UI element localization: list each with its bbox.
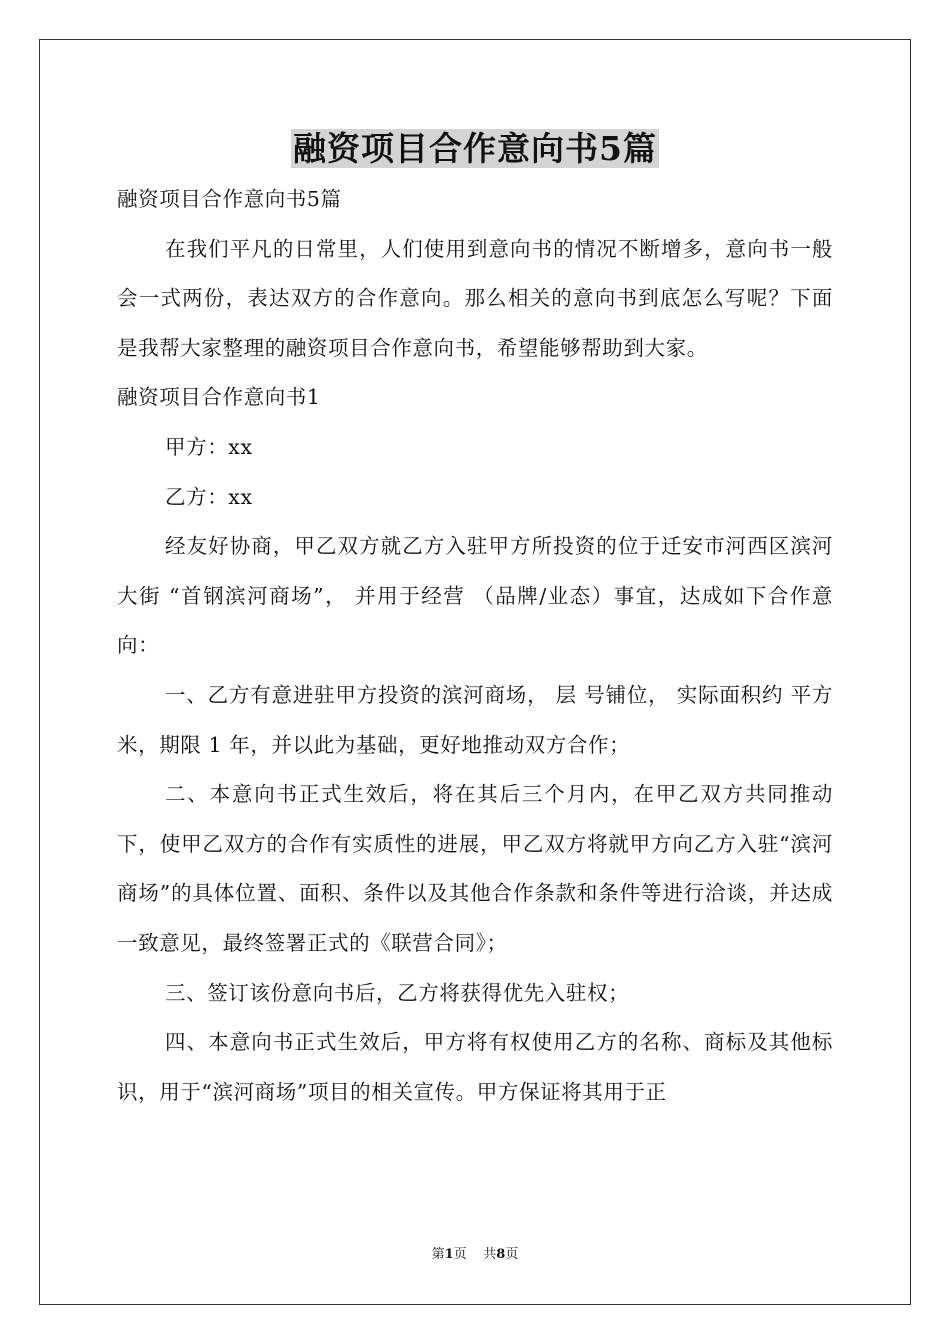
intro-paragraph: 在我们平凡的日常里，人们使用到意向书的情况不断增多，意向书一般会一式两份，表达双方的合作意向。那么相关的意向书到底怎么写呢？下面是我帮大家整理的融资项目合作意向书，希望能够帮助到大家。	[117, 236, 833, 360]
footer-page-suffix: 页	[453, 1247, 467, 1262]
document-title-text: 融资项目合作意向书5篇	[293, 129, 657, 168]
footer-prefix: 第	[431, 1247, 445, 1262]
page-footer	[0, 1246, 950, 1264]
party-b-line: 乙方：xx	[165, 484, 253, 509]
document-body	[117, 175, 833, 1117]
footer-total-suffix: 页	[505, 1247, 519, 1262]
subtitle-line: 融资项目合作意向书5篇	[117, 187, 342, 211]
clause-3: 三、签订该份意向书后，乙方将获得优先入驻权；	[165, 980, 630, 1005]
preamble-paragraph: 经友好协商，甲乙双方就乙方入驻甲方所投资的位于迁安市河西区滨河大街 “首钢滨河商场”， 并用于经营 （品牌/业态）事宜，达成如下合作意向：	[117, 534, 833, 658]
clause-2: 二、本意向书正式生效后，将在其后三个月内，在甲乙双方共同推动下，使甲乙双方的合作有实质性的进展，甲乙双方将就甲方向乙方入驻“滨河商场”的具体位置、面积、条件以及其他合作条款和条件等进行洽谈，并达成一致意见，最终签署正式的《联营合同》；	[117, 782, 833, 955]
total-page-count: 8	[496, 1247, 506, 1262]
section-heading: 融资项目合作意向书1	[117, 385, 321, 410]
document-title	[0, 124, 950, 174]
footer-total-prefix: 共	[483, 1247, 497, 1262]
clause-1: 一、乙方有意进驻甲方投资的滨河商场， 层 号铺位， 实际面积约 平方米，期限 1 年，并以此为基础，更好地推动双方合作；	[117, 682, 833, 757]
clause-4: 四、本意向书正式生效后，甲方将有权使用乙方的名称、商标及其他标识，用于“滨河商场”项目的相关宣传。甲方保证将其用于正	[117, 1030, 833, 1104]
current-page-number: 1	[444, 1247, 454, 1262]
party-a-line: 甲方：xx	[165, 434, 253, 459]
